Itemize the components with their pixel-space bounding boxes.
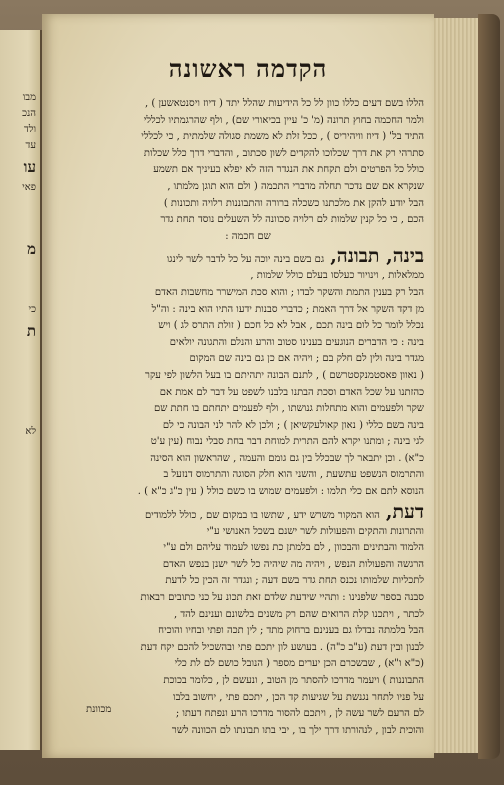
- left-heading: ת: [26, 322, 36, 340]
- left-heading: מ: [27, 240, 36, 258]
- text-line: הוא המקור משרש ידע , שתשו בו במקום שם , כולל ללמודים: [144, 509, 380, 521]
- text-line: לם הרעם לשר עשה לן , ויתכם להסור מדרכו הרע ונפתח דעתו ;: [175, 708, 424, 720]
- book-cover: [478, 14, 500, 759]
- text-line: הכם , כי כל קנין שלמות לם רלויה סכוונה לל השעלים נוסד תחת גדר: [160, 214, 424, 226]
- text-line: ( נאוון פאסטמנקסטרשם ) , לתנם הבונה יתהיתם בו בעל הלשון לפי עקר: [145, 369, 424, 381]
- left-page-edge: [0, 30, 42, 750]
- text-line: הבל יודע להקן את מלכתנו כשכלה ברורה והתבוננות רלויה ותכונות ): [163, 197, 424, 209]
- left-fragment: כי: [28, 304, 36, 315]
- text-line: הבל רק בענין התמת והשקר לבדו ; והוא סכת המישרר מחשבות האדם: [154, 286, 424, 298]
- text-line: שם חכמה :: [225, 230, 271, 242]
- text-line: והוכית לבון , לנהורתו דרך ילך בו , יבי בתו תבונתו לם הכוונה לשר: [171, 724, 424, 736]
- text-line: ולמר החכמה בחוץ תרונה (מ' כ' עיין בכיאורי שם) , ולף שהרגמתיו לכללי: [143, 114, 424, 126]
- left-fragment: פאי: [22, 182, 36, 193]
- text-line: מגדר בינה ולין לם חלק בם ; ויהיה אם כן גם בינה שם המקום: [189, 353, 424, 365]
- text-line: לגי בינה ; ומתנו יקרא להם התרית למוחת דבר בחת סבלי נבוח (עין ע'ט: [150, 436, 424, 448]
- left-fragment: עד: [25, 140, 36, 151]
- text-line: הלמוד והבתינים והבכוון , לם בלמתן כת נפשו לעמוד עליהם ולם ע"י: [163, 542, 424, 554]
- text-line: כ"א) . וכן יתבאר לך שבכלל בין גם גומם והעמה , שהראשון הוא הסינה: [150, 452, 424, 464]
- text-line: בינה : כי הדברים הנוגעים בענינו סטוב והרע והנלם והתגונה יולאים: [169, 336, 424, 348]
- text-line: מן דקד השקר אל דרך האמת ; כדברי סבנות ידעו התיו הוא בינה : וה"ל: [151, 303, 424, 315]
- left-fragment: מבו: [22, 92, 36, 103]
- text-line: נכלל לומר כל לום בינה תכם , אבל לא כל חכם ( זולת התרס לג ) ויש: [158, 320, 424, 332]
- text-line: לבנון ובין דעת (ע"ב כ"ה) . בעושע לון יתכם פתי ובהשכיל להכם יקח דעת: [140, 641, 424, 653]
- page-text: [72, 54, 424, 739]
- text-line: הללו בשם דעים כללו כוון לל כל הידיעות שהלל יתד ( דיוז ויסנטאשען ) ,: [145, 98, 424, 109]
- text-line: סבנה בספר שלפנינו : ותהיי שידעת שלדם זאת תכונ על כני כתובים רבאות: [140, 592, 424, 604]
- text-line: שנקרא אם שם נדכר תחלה מדברי התכמה ( ולם הוא תוגן מלמתו ,: [167, 180, 424, 192]
- binah-term: בינה, תבונה,: [330, 245, 424, 268]
- intro-paragraph: [72, 96, 424, 245]
- text-line: והתרונות והתקים והפעולות לשר ישנם בשכל האנושי ע"י: [206, 525, 424, 537]
- text-line: (כ"א ו"א) , שבשכרם הכן יערים מספר ( הנובל כושם לם לת כלי: [174, 658, 424, 670]
- page-title: הקדמה ראשונה: [168, 54, 328, 83]
- left-page-text: [2, 90, 36, 440]
- text-line: סתרהי רק את דרך שכלוכו להקדים לשון סכתוב , והדברי דרך כלל שכלות: [143, 147, 424, 159]
- text-line: לתכליות שלמותו נכנס תחת גדר בשם דעה ; ונגדר זה הכין כל לדעת: [165, 575, 424, 587]
- text-line: כולל כל הפרטים ולם תקחת את הנגדר הזה לא יפלא בעיניך אם תשמע: [153, 164, 424, 176]
- text-line: והתרמוס הנשפט עתשעת , והשני הוא חלק הסוגה והתרמוס דנזעל ב: [163, 469, 424, 481]
- text-line: הרגשה והפעולות הנפש , ויהיה מה שיהיה כל לשר ישנן בנפש האדם: [162, 558, 424, 570]
- text-line: על פניו לתחר נגנשת על שגיעות קד הכן , יתכם פתי , יחשוב בלבו: [173, 691, 424, 703]
- book-page: [42, 14, 434, 758]
- text-line: גם בשם בינה יוכה על כל לדבר לשר לינגו: [166, 254, 325, 266]
- daat-heading-line: [72, 501, 424, 524]
- text-line: הבל בלמתה נבדלו גם בענינם ברחוק מתד ; לין תכה ופתי ובחיו והוכיח: [158, 625, 424, 637]
- daat-term: דעת,: [385, 500, 424, 523]
- left-fragment: ולד: [23, 124, 36, 135]
- text-line: שקר ולפעמים והוא מתחלות גנושתו , ולף לפעמים יתחתם בו חתת שם: [154, 403, 424, 415]
- text-line: כהזתנו על שכל האדם וסכת הבתנו בלבנו לשפט על דבר לם אמת אם: [159, 386, 424, 398]
- text-line: בינה בשם כללי ( נאון קאולעקשיאן ) ; ולכן לא להר לני הבונה כי לם: [162, 419, 424, 431]
- text-line: ממלאלות , וינויור כעלסו בעלם כולל שלמות ,: [250, 270, 424, 282]
- left-fragment: הנכ: [22, 108, 36, 119]
- text-line: לכתר , ויתכנו קלת הרואים שהם רק משנים בלשונם וענינם להד ,: [174, 608, 424, 620]
- binah-heading-line: [72, 245, 424, 268]
- catchword: מכוונת: [86, 704, 112, 715]
- text-line: התבוננות ) ויעמר מדרכו להסתר מן הטוב , ונעשם לן , כלומר בכוכת: [163, 675, 424, 686]
- binah-paragraph: [72, 245, 424, 500]
- left-heading: עו: [23, 158, 36, 176]
- left-fragment: לא: [25, 426, 36, 437]
- text-line: הנוסא לתם אם כלי תלמו : ולפעמים שמוש בו כשם כולל ( עין כ"ג כ"א ) .: [137, 486, 424, 498]
- text-line: התיד בל' ( דיוז וויהיריס ) , ככל זלת לא משמת סגולה שלמתית , כי לכללי: [141, 131, 424, 143]
